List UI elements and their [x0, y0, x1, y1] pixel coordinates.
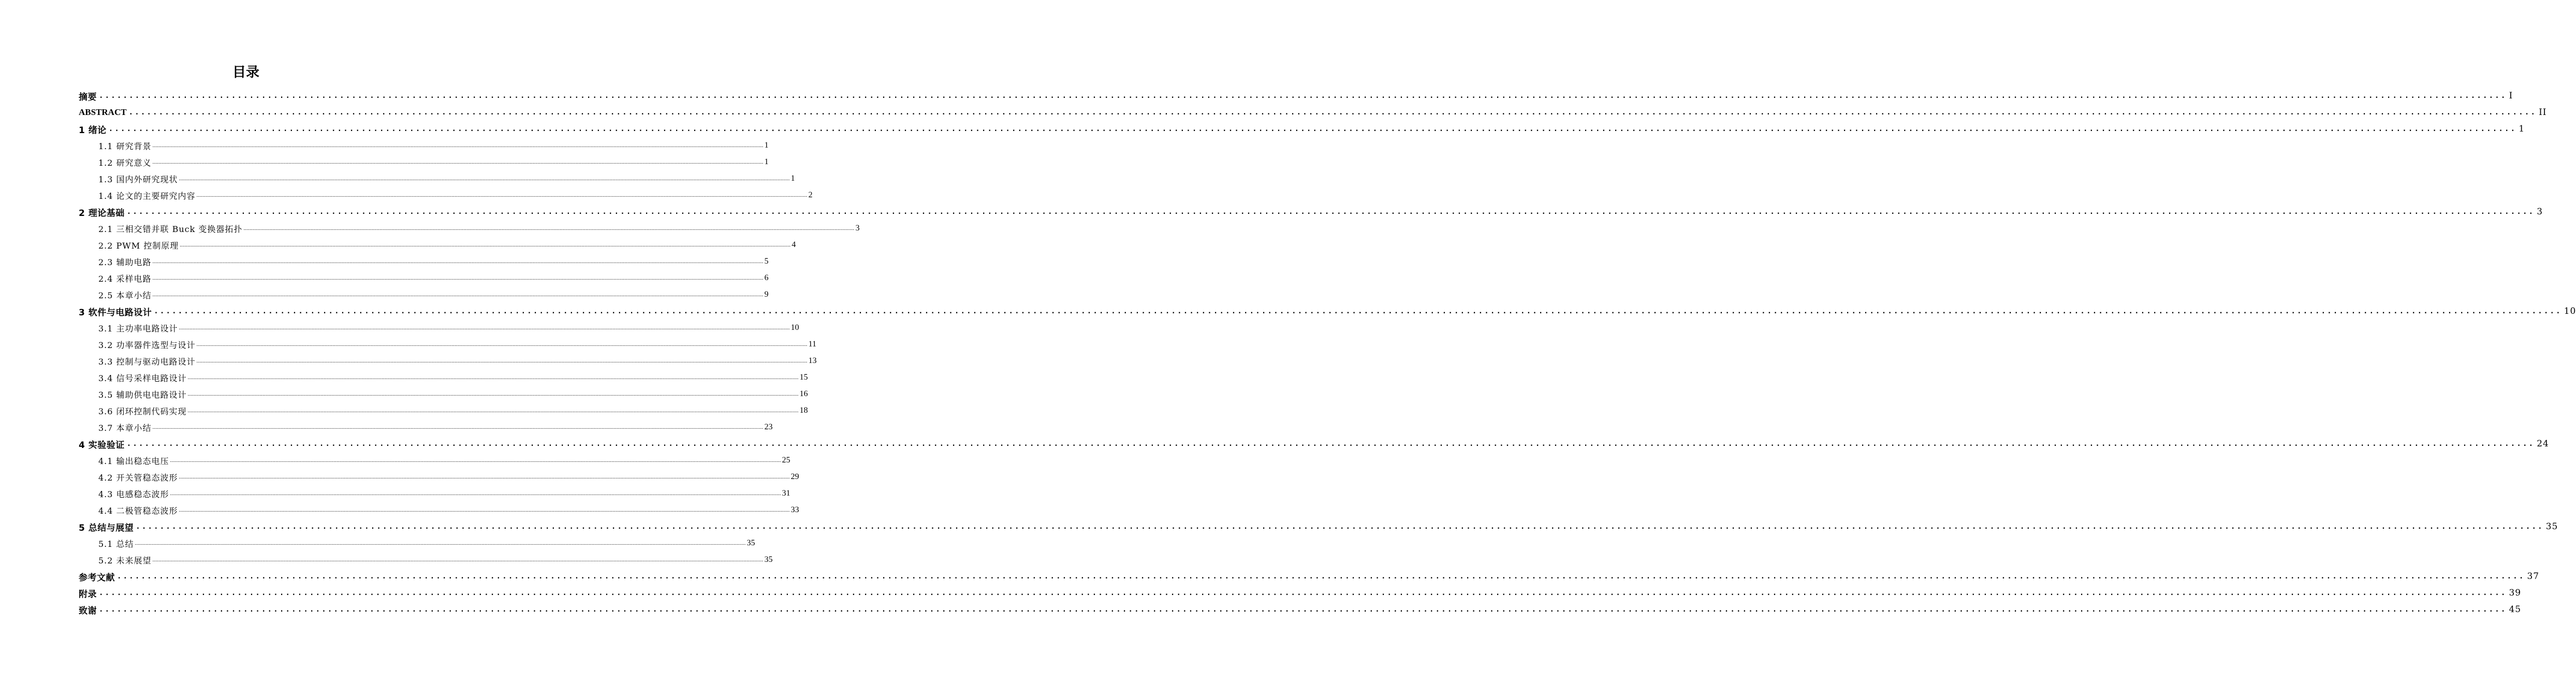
toc-entry-section[interactable] [79, 270, 769, 286]
toc-dot-leader: ................................................................................................................................................................................................................................................................................................................................................................................................................ [196, 192, 808, 198]
toc-entry-section[interactable] [79, 386, 808, 402]
toc-entry-section[interactable] [79, 237, 796, 253]
toc-dot-leader: ................................................................................................................................................................................................................................................................................................................................................................................................................ [179, 176, 790, 182]
toc-entry-section[interactable] [79, 353, 817, 369]
toc-entry-label: 2.3 辅助电路 [98, 257, 152, 267]
toc-entry-section[interactable] [79, 336, 816, 353]
toc-entry-page-number: 9 [764, 290, 769, 299]
toc-entry-page-number: 3 [2537, 207, 2543, 217]
toc-entry-label: 1.4 论文的主要研究内容 [98, 191, 196, 201]
toc-entry-chapter[interactable] [79, 104, 2547, 121]
toc-dot-leader: ................................................................................................................................................................................................................................................................................................................................................................................................................ [99, 92, 2507, 100]
toc-entry-page-number: 24 [2537, 439, 2549, 449]
toc-dot-leader: ................................................................................................................................................................................................................................................................................................................................................................................................................ [126, 440, 2535, 448]
toc-entry-section[interactable] [79, 419, 773, 436]
toc-dot-leader: ................................................................................................................................................................................................................................................................................................................................................................................................................ [152, 159, 764, 165]
toc-entry-label: 4.2 开关管稳态波形 [98, 472, 178, 483]
toc-entry-label: 5.2 未来展望 [98, 555, 152, 566]
toc-entry-page-number: 35 [2545, 521, 2558, 532]
toc-dot-leader: ................................................................................................................................................................................................................................................................................................................................................................................................................ [117, 572, 2525, 581]
toc-entry-chapter[interactable] [79, 436, 2549, 452]
toc-entry-section[interactable] [79, 154, 769, 170]
toc-dot-leader: ................................................................................................................................................................................................................................................................................................................................................................................................................ [152, 424, 764, 430]
toc-entry-section[interactable] [79, 469, 799, 485]
toc-entry-label: 3.6 闭环控制代码实现 [98, 406, 187, 416]
toc-entry-label: 5.1 总结 [98, 539, 134, 549]
toc-entry-section[interactable] [79, 320, 799, 336]
toc-entry-section[interactable] [79, 535, 755, 552]
toc-entry-section[interactable] [79, 286, 769, 303]
toc-entry-label: 2.4 采样电路 [98, 273, 152, 284]
toc-dot-leader: ................................................................................................................................................................................................................................................................................................................................................................................................................ [126, 208, 2535, 216]
toc-entry-section[interactable] [79, 552, 773, 568]
toc-entry-label: 1 绪论 [79, 125, 107, 136]
toc-dot-leader: ................................................................................................................................................................................................................................................................................................................................................................................................................ [135, 540, 746, 546]
toc-entry-page-number: 33 [791, 505, 799, 514]
toc-dot-leader: ................................................................................................................................................................................................................................................................................................................................................................................................................ [179, 325, 790, 331]
toc-entry-chapter[interactable] [79, 303, 2576, 320]
toc-dot-leader: ................................................................................................................................................................................................................................................................................................................................................................................................................ [152, 275, 764, 281]
toc-entry-label: 2.5 本章小结 [98, 290, 152, 300]
toc-entry-page-number: 29 [791, 472, 799, 481]
toc-entry-label: 3.7 本章小结 [98, 423, 152, 433]
toc-entry-section[interactable] [79, 502, 799, 518]
toc-entry-page-number: 45 [2509, 604, 2522, 615]
toc-entry-label: 4.1 输出稳态电压 [98, 456, 169, 466]
toc-entry-page-number: 23 [764, 423, 773, 431]
toc-entry-chapter[interactable] [79, 518, 2558, 535]
toc-dot-leader: ................................................................................................................................................................................................................................................................................................................................................................................................................ [196, 341, 808, 347]
toc-entry-label: 3.3 控制与驱动电路设计 [98, 356, 196, 367]
toc-entry-label: 4 实验验证 [79, 440, 125, 451]
toc-entry-section[interactable] [79, 369, 808, 386]
toc-dot-leader: ................................................................................................................................................................................................................................................................................................................................................................................................................ [170, 490, 781, 497]
toc-entry-section[interactable] [79, 485, 791, 502]
toc-entry-label: 2.1 三相交错并联 Buck 变换器拓扑 [98, 224, 243, 234]
toc-dot-leader: ................................................................................................................................................................................................................................................................................................................................................................................................................ [179, 507, 790, 513]
toc-entry-label: 5 总结与展望 [79, 523, 134, 533]
toc-entry-page-number: 35 [764, 555, 773, 564]
toc-dot-leader: ................................................................................................................................................................................................................................................................................................................................................................................................................ [152, 142, 764, 149]
toc-dot-leader: ................................................................................................................................................................................................................................................................................................................................................................................................................ [136, 523, 2544, 531]
toc-entry-label: 1.3 国内外研究现状 [98, 174, 178, 184]
toc-entry-page-number: 3 [855, 224, 860, 233]
toc-entry-page-number: 16 [799, 389, 808, 398]
toc-entry-page-number: 25 [782, 456, 791, 465]
toc-dot-leader: ................................................................................................................................................................................................................................................................................................................................................................................................................ [108, 125, 2517, 133]
toc-dot-leader: ................................................................................................................................................................................................................................................................................................................................................................................................................ [152, 258, 764, 265]
toc-entry-section[interactable] [79, 402, 808, 419]
toc-dot-leader: ................................................................................................................................................................................................................................................................................................................................................................................................................ [128, 108, 2537, 117]
toc-entry-chapter[interactable] [79, 585, 2522, 601]
toc-entry-page-number: 35 [747, 539, 755, 547]
toc-entry-page-number: 1 [764, 141, 769, 150]
toc-entry-label: 2.2 PWM 控制原理 [98, 240, 179, 251]
toc-entry-chapter[interactable] [79, 601, 2522, 618]
toc-dot-leader: ................................................................................................................................................................................................................................................................................................................................................................................................................ [170, 457, 781, 463]
toc-entry-label: 摘要 [79, 92, 97, 103]
toc-entry-label: 3 软件与电路设计 [79, 307, 152, 318]
toc-entry-section[interactable] [79, 452, 791, 469]
toc-entry-page-number: 10 [791, 323, 799, 332]
toc-entry-page-number: 6 [764, 273, 769, 282]
toc-dot-leader: ................................................................................................................................................................................................................................................................................................................................................................................................................ [187, 374, 799, 381]
toc-dot-leader: ................................................................................................................................................................................................................................................................................................................................................................................................................ [243, 225, 855, 231]
toc-entry-chapter[interactable] [79, 121, 2525, 137]
toc-entry-label: 附录 [79, 589, 97, 600]
toc-entry-page-number: II [2539, 107, 2547, 118]
toc-dot-leader: ................................................................................................................................................................................................................................................................................................................................................................................................................ [196, 358, 808, 364]
toc-entry-label: ABSTRACT [79, 107, 127, 117]
toc-dot-leader: ................................................................................................................................................................................................................................................................................................................................................................................................................ [99, 605, 2507, 614]
toc-entry-page-number: 2 [808, 191, 813, 199]
toc-dot-leader: ................................................................................................................................................................................................................................................................................................................................................................................................................ [180, 242, 791, 248]
toc-entry-label: 1.2 研究意义 [98, 157, 152, 168]
toc-entry-page-number: 39 [2509, 588, 2522, 598]
toc-entry-page-number: 1 [764, 157, 769, 166]
toc-entry-section[interactable] [79, 187, 813, 204]
toc-entry-label: 3.1 主功率电路设计 [98, 323, 178, 334]
toc-entry-label: 4.3 电感稳态波形 [98, 489, 169, 499]
toc-entry-page-number: 15 [799, 373, 808, 382]
toc-dot-leader: ................................................................................................................................................................................................................................................................................................................................................................................................................ [99, 589, 2507, 597]
toc-entry-page-number: 13 [808, 356, 817, 365]
toc-entry-label: 1.1 研究背景 [98, 141, 152, 151]
toc-dot-leader: ................................................................................................................................................................................................................................................................................................................................................................................................................ [152, 292, 764, 298]
toc-entry-section[interactable] [79, 253, 769, 270]
toc-dot-leader: ................................................................................................................................................................................................................................................................................................................................................................................................................ [187, 391, 799, 397]
toc-list [79, 88, 2576, 618]
toc-entry-label: 2 理论基础 [79, 208, 125, 219]
toc-entry-page-number: 11 [808, 340, 816, 349]
toc-dot-leader: ................................................................................................................................................................................................................................................................................................................................................................................................................ [154, 307, 2562, 315]
toc-dot-leader: ................................................................................................................................................................................................................................................................................................................................................................................................................ [179, 474, 790, 480]
toc-entry-page-number: 1 [791, 174, 795, 183]
toc-entry-page-number: 4 [792, 240, 796, 249]
toc-entry-page-number: 10 [2564, 306, 2576, 316]
toc-entry-chapter[interactable] [79, 568, 2540, 585]
toc-entry-label: 3.2 功率器件选型与设计 [98, 340, 196, 350]
toc-entry-page-number: 37 [2527, 571, 2540, 582]
toc-entry-page-number: 31 [782, 489, 791, 498]
toc-entry-label: 参考文献 [79, 572, 115, 583]
toc-entry-page-number: 18 [799, 406, 808, 415]
toc-entry-label: 致谢 [79, 605, 97, 616]
toc-dot-leader: ................................................................................................................................................................................................................................................................................................................................................................................................................ [152, 557, 764, 563]
toc-entry-label: 3.5 辅助供电电路设计 [98, 389, 187, 400]
toc-entry-label: 3.4 信号采样电路设计 [98, 373, 187, 383]
toc-title: 目录 [232, 65, 259, 80]
toc-entry-chapter[interactable] [79, 204, 2543, 220]
toc-entry-section[interactable] [79, 220, 860, 237]
toc-entry-page-number: I [2509, 91, 2513, 101]
toc-entry-section[interactable] [79, 137, 769, 154]
toc-entry-chapter[interactable] [79, 88, 2513, 104]
toc-dot-leader: ................................................................................................................................................................................................................................................................................................................................................................................................................ [187, 408, 799, 414]
toc-entry-label: 4.4 二极管稳态波形 [98, 505, 178, 516]
toc-entry-section[interactable] [79, 170, 795, 187]
toc-entry-page-number: 5 [764, 257, 769, 266]
toc-entry-page-number: 1 [2519, 124, 2525, 134]
